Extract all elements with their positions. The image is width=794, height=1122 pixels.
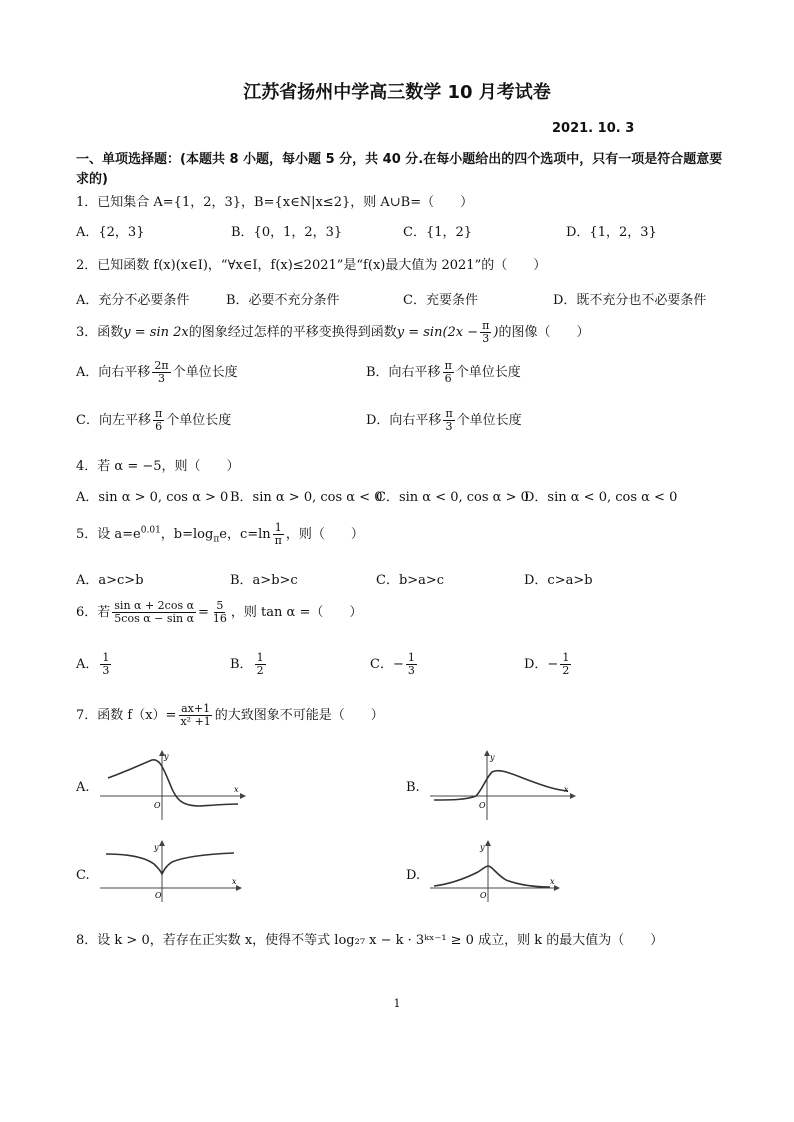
question-1-option-d: D．{1，2，3} [566,225,657,240]
question-7-label-d: D. [406,868,421,883]
exam-title: 江苏省扬州中学高三数学 10 月考试卷 [243,82,551,103]
q3-function-2-fraction: $\frac{\pi}{3}$ [482,319,490,345]
section-heading: 一、单项选择题：(本题共 8 小题，每小题 5 分，共 40 分.在每小题给出的四个选项中，只有一项是符合题意要求的) [76,152,723,187]
graph-a-curve [108,760,238,806]
svg-text:O: O [480,891,487,900]
graph-c-curve [106,853,234,874]
question-2-option-a: A．充分不必要条件 [76,293,190,308]
graph-d [430,840,580,905]
question-7-label-a: A. [76,780,90,795]
question-5-option-b: B．a>b>c [230,573,298,588]
question-2-stem: 2．已知函数 f(x)(x∈I)，“∀x∈I，f(x)≤2021”是“f(x)最大值为 2021”的（ ） [76,258,547,273]
question-2-option-b: B．必要不充分条件 [226,293,340,308]
svg-text:y: y [154,843,159,852]
graph-d-curve [434,866,550,887]
svg-text:y: y [164,752,169,761]
q3-function-1: y = sin 2x [123,325,189,340]
svg-text:y: y [490,753,495,762]
svg-text:O: O [155,891,162,900]
svg-text:y: y [480,843,485,852]
question-7-label-c: C. [76,868,90,883]
question-2-option-c: C．充要条件 [403,293,478,308]
q3-function-2: y = sin(2x − [396,325,479,340]
graph-b [430,748,580,823]
question-7-label-b: B. [406,780,420,795]
question-5-option-a: A．a>c>b [76,573,144,588]
question-2-option-d: D．既不充分也不必要条件 [553,293,707,308]
page-number: 1 [393,997,401,1010]
question-3-option-c: C．向左平移 $\frac{\pi}{6}$ 个单位长度 [76,407,232,433]
question-4-option-b: B．sin α > 0, cos α < 0 [230,490,383,505]
question-6-stem: 6．若 $\frac{\text{sin α + 2cos α}}{\text{5cos α − sin α}}$ = $\frac{5}{16}$ ，则 tan α =（ ） [76,599,363,625]
question-3-option-a: A．向右平移 $\frac{2\pi}{3}$ 个单位长度 [76,359,238,385]
question-5-stem: 5．设 $a=e^{0.01}$，$b=\log_\pi e$，c=ln $\frac{1}{\pi}$ ，则（ ） [76,521,364,547]
svg-text:x: x [232,877,237,886]
graph-c [100,840,250,905]
question-6-option-c: C．− $\frac{1}{3}$ [370,651,415,677]
svg-text:x: x [550,877,555,886]
question-6-option-a: A． $\frac{1}{3}$ [76,651,110,677]
question-4-stem: 4．若 α = −5，则（ ） [76,459,240,474]
question-4-option-d: D．sin α < 0, cos α < 0 [524,490,678,505]
q3-stem-part-c: 的图像（ ） [498,325,590,340]
question-5-option-c: C．b>a>c [376,573,445,588]
question-7-stem: 7．函数 f（x）= $\frac{ax+1}{\text{x² +1}}$ 的大致图象不可能是（ ） [76,702,384,728]
question-4-option-a: A．sin α > 0, cos α > 0 [76,490,229,505]
exam-date: 2021. 10. 3 [552,121,635,136]
svg-text:x: x [564,785,569,794]
question-4-option-c: C．sin α < 0, cos α > 0 [376,490,529,505]
question-1-option-a: A．{2，3} [76,225,145,240]
question-1-stem: 1．已知集合 A={1，2，3}，B={x∈N|x≤2}，则 A∪B=（ ） [76,195,474,210]
svg-text:O: O [479,801,486,810]
svg-text:x: x [234,785,239,794]
graph-a [100,748,250,823]
svg-text:O: O [154,801,161,810]
question-5-option-d: D．c>a>b [524,573,593,588]
question-6-option-d: D．− $\frac{1}{2}$ [524,651,570,677]
question-3-stem [76,320,589,345]
question-1-option-b: B．{0，1，2，3} [231,225,343,240]
question-3-option-d: D．向右平移 $\frac{\pi}{3}$ 个单位长度 [366,407,522,433]
question-6-option-b: B． $\frac{1}{2}$ [230,651,264,677]
q3-stem-part-a: 3．函数 [76,325,124,340]
q3-stem-part-b: 的图象经过怎样的平移变换得到函数 [188,325,397,340]
question-1-option-c: C．{1，2} [403,225,473,240]
question-3-option-b: B．向右平移 $\frac{\pi}{6}$ 个单位长度 [366,359,521,385]
question-8-stem: 8．设 k > 0，若存在正实数 x，使得不等式 log₂₇ x − k · 3ᵏˣ⁻¹ ≥ 0 成立，则 k 的最大值为（ ） [76,933,664,948]
q3-function-2-close: ) [493,325,499,340]
